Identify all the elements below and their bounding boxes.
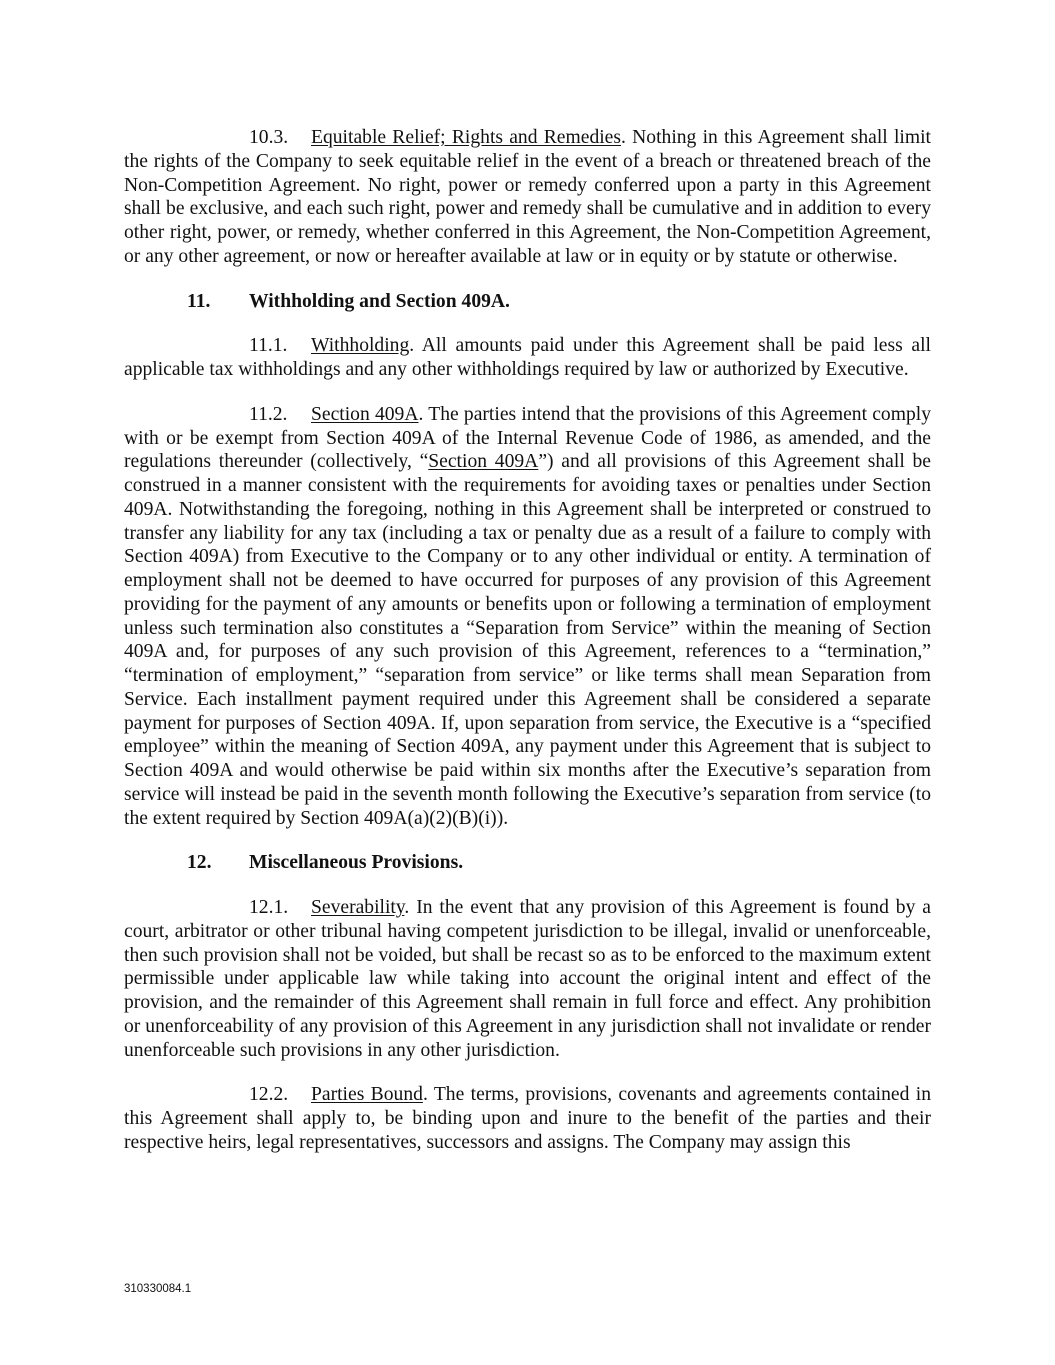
section-body: . In the event that any provision of this Agreement is found by a court, arbitrator or other tribunal having competent jurisdiction to be illegal, invalid or unenforceable, then such provision shall not be voided, but shall be recast so as to be enforced to the maximum extent permissible under applicable law while taking into account the original intent and effect of the provision, and the remainder of this Agreement shall remain in full force and effect. Any prohibition or unenforceability of any provision of this Agreement in any jurisdiction shall not invalidate or render unenforceable such provisions in any other jurisdiction. (124, 897, 931, 1061)
section-number: 11.1. (249, 335, 288, 357)
section-body: . The parties intend that the provisions of this Agreement comply with or be exempt from Section 409A of the Internal Revenue Code of 1986, as amended, and the regulations thereunder (collectively, “ (124, 403, 931, 473)
section-11-1 (124, 334, 931, 382)
heading-number: 12. (187, 852, 212, 874)
defined-term: Section 409A (428, 451, 539, 473)
section-number: 12.1. (249, 897, 289, 918)
section-heading-11 (124, 290, 931, 314)
section-number: 10.3. (249, 127, 289, 148)
section-number: 12.2. (249, 1084, 289, 1106)
section-body-continued: ”) and all provisions of this Agreement shall be construed in a manner consistent with the requirements for avoiding taxes or penalties under Section 409A. Notwithstanding the foregoing, nothing in this Agreement shall be interpreted or construed to transfer any liability for any tax (including a tax or penalty due as a result of a failure to comply with Section 409A) from Executive to the Company or to any other individual or entity. A termination of employment shall not be deemed to have occurred for purposes of any provision of this Agreement providing for the payment of any amounts or benefits upon or following a termination of employment unless such termination also constitutes a “Separation from Service” within the meaning of Section 409A and, for purposes of any such provision of this Agreement, references to a “termination,” “termination of employment,” “separation from service” or like terms shall mean Separation from Service. Each installment payment required under this Agreement shall be considered a separate payment for purposes of Section 409A. If, upon separation from service, the Executive is a “specified employee” within the meaning of Section 409A, any payment under this Agreement that is subject to Section 409A and would otherwise be paid within six months after the Executive’s separation from service will instead be paid in the seventh month following the Executive’s separation from service (to the extent required by Section 409A(a)(2)(B)(i)). (124, 451, 931, 829)
section-12-2 (124, 1083, 931, 1154)
section-title: Withholding (311, 335, 410, 357)
section-body: . All amounts paid under this Agreement shall be paid less all applicable tax withholdings and any other withholdings required by law or authorized by Executive. (124, 335, 931, 380)
section-12-1 (124, 896, 931, 1062)
section-title: Severability (311, 897, 405, 918)
section-title: Equitable Relief; Rights and Remedies (311, 127, 622, 148)
section-title: Parties Bound (311, 1084, 423, 1106)
heading-number: 11. (187, 290, 211, 312)
section-heading-12 (124, 851, 931, 875)
section-body: . The terms, provisions, covenants and agreements contained in this Agreement shall apply to, be binding upon and inure to the benefit of the parties and their respective heirs, legal representatives, successors and assigns. The Company may assign this (124, 1084, 931, 1153)
section-number: 11.2. (249, 403, 288, 425)
document-page (124, 126, 931, 1155)
section-11-2 (124, 403, 931, 831)
heading-title: Withholding and Section 409A. (249, 290, 510, 312)
section-title: Section 409A (311, 403, 419, 425)
section-10-3 (124, 126, 931, 269)
document-id-footer: 310330084.1 (124, 1283, 192, 1295)
heading-title: Miscellaneous Provisions. (249, 852, 464, 874)
section-body: . Nothing in this Agreement shall limit the rights of the Company to seek equitable relief in the event of a breach or threatened breach of the Non-Competition Agreement. No right, power or remedy conferred upon a party in this Agreement shall be exclusive, and each such right, power and remedy shall be cumulative and in addition to every other right, power, or remedy, whether conferred in this Agreement, the Non-Competition Agreement, or any other agreement, or now or hereafter available at law or in equity or by statute or otherwise. (124, 127, 931, 267)
